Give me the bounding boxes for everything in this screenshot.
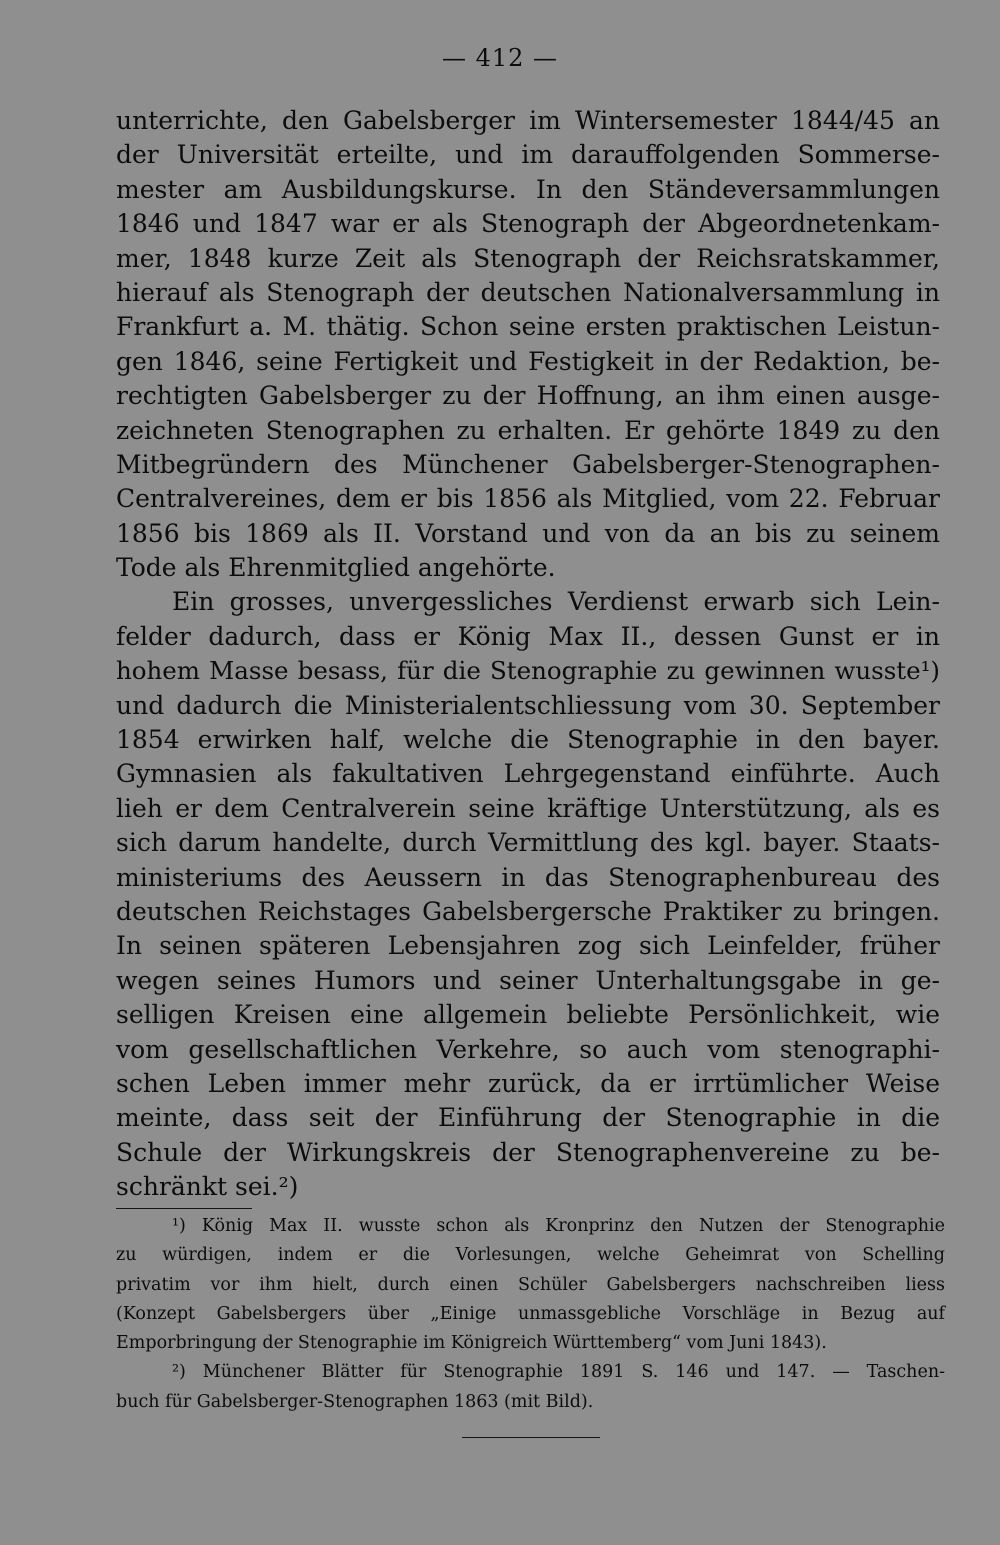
text-line: 1854 erwirken half, welche die Stenographie in den bayer.: [116, 725, 940, 755]
footnote-line: zu würdigen, indem er die Vorlesungen, welche Geheimrat von Schelling: [116, 1245, 945, 1266]
footnote-line: privatim vor ihm hielt, durch einen Schüler Gabelsbergers nachschreiben liess: [116, 1274, 945, 1295]
footnote-line: buch für Gabelsberger-Stenographen 1863 (mit Bild).: [116, 1391, 594, 1412]
text-line: hohem Masse besass, für die Stenographie zu gewinnen wusste¹): [116, 656, 940, 686]
text-line: selligen Kreisen eine allgemein beliebte Persönlichkeit, wie: [116, 1000, 940, 1030]
text-line: sich darum handelte, durch Vermittlung des kgl. bayer. Staats-: [116, 828, 940, 858]
text-line: unterrichte, den Gabelsberger im Wintersemester 1844/45 an: [116, 106, 940, 135]
footnote-divider: [116, 1208, 252, 1209]
text-line: mester am Ausbildungskurse. In den Ständeversammlungen: [116, 174, 940, 204]
main-text: [116, 104, 940, 1205]
text-line: lieh er dem Centralverein seine kräftige Unterstützung, als es: [116, 793, 940, 823]
text-line: der Universität erteilte, und im darauffolgenden Sommerse-: [116, 140, 940, 170]
text-line: und dadurch die Ministerialentschliessung vom 30. September: [116, 690, 940, 720]
text-line: ministeriums des Aeussern in das Stenographenbureau des: [116, 862, 940, 892]
text-line: rechtigten Gabelsberger zu der Hoffnung, an ihm einen ausge-: [116, 381, 940, 411]
text-line: zeichneten Stenographen zu erhalten. Er gehörte 1849 zu den: [116, 415, 940, 445]
text-line: wegen seines Humors und seiner Unterhaltungsgabe in ge-: [116, 965, 940, 995]
text-line: Centralvereines, dem er bis 1856 als Mitglied, vom 22. Februar: [116, 484, 940, 514]
footnote-line: Emporbringung der Stenographie im Königreich Württemberg“ vom Juni 1843).: [116, 1333, 827, 1354]
text-line: Ein grosses, unvergessliches Verdienst erwarb sich Lein-: [172, 587, 940, 617]
text-line: In seinen späteren Lebensjahren zog sich Leinfelder, früher: [116, 931, 940, 961]
end-divider: [462, 1437, 600, 1438]
text-line: gen 1846, seine Fertigkeit und Festigkeit in der Redaktion, be-: [116, 346, 940, 376]
text-line: meinte, dass seit der Einführung der Stenographie in die: [116, 1103, 940, 1133]
text-line: Mitbegründern des Münchener Gabelsberger-Stenographen-: [116, 449, 940, 479]
text-line: 1846 und 1847 war er als Stenograph der Abgeordnetenkam-: [116, 209, 940, 239]
text-line: vom gesellschaftlichen Verkehre, so auch vom stenographi-: [116, 1034, 940, 1064]
text-line: Gymnasien als fakultativen Lehrgegenstand einführte. Auch: [116, 759, 940, 789]
text-line: hierauf als Stenograph der deutschen Nationalversammlung in: [116, 277, 940, 307]
footnotes: [116, 1212, 945, 1417]
text-line: felder dadurch, dass er König Max II., dessen Gunst er in: [116, 621, 940, 651]
text-line: schränkt sei.²): [116, 1172, 299, 1202]
footnote-line: ¹) König Max II. wusste schon als Kronprinz den Nutzen der Stenographie: [172, 1216, 945, 1236]
text-line: Frankfurt a. M. thätig. Schon seine ersten praktischen Leistun-: [116, 312, 940, 342]
page-number: — 412 —: [441, 44, 559, 72]
text-line: 1856 bis 1869 als II. Vorstand und von da an bis zu seinem: [116, 518, 940, 548]
footnote-line: ²) Münchener Blätter für Stenographie 1891 S. 146 und 147. — Taschen-: [172, 1362, 945, 1383]
text-line: mer, 1848 kurze Zeit als Stenograph der Reichsratskammer,: [116, 243, 940, 273]
footnote-line: (Konzept Gabelsbergers über „Einige unmassgebliche Vorschläge in Bezug auf: [116, 1303, 945, 1324]
text-line: Schule der Wirkungskreis der Stenographenvereine zu be-: [116, 1137, 940, 1167]
text-line: schen Leben immer mehr zurück, da er irrtümlicher Weise: [116, 1068, 940, 1098]
text-line: Tode als Ehrenmitglied angehörte.: [116, 553, 556, 583]
text-line: deutschen Reichstages Gabelsbergersche Praktiker zu bringen.: [116, 896, 940, 926]
